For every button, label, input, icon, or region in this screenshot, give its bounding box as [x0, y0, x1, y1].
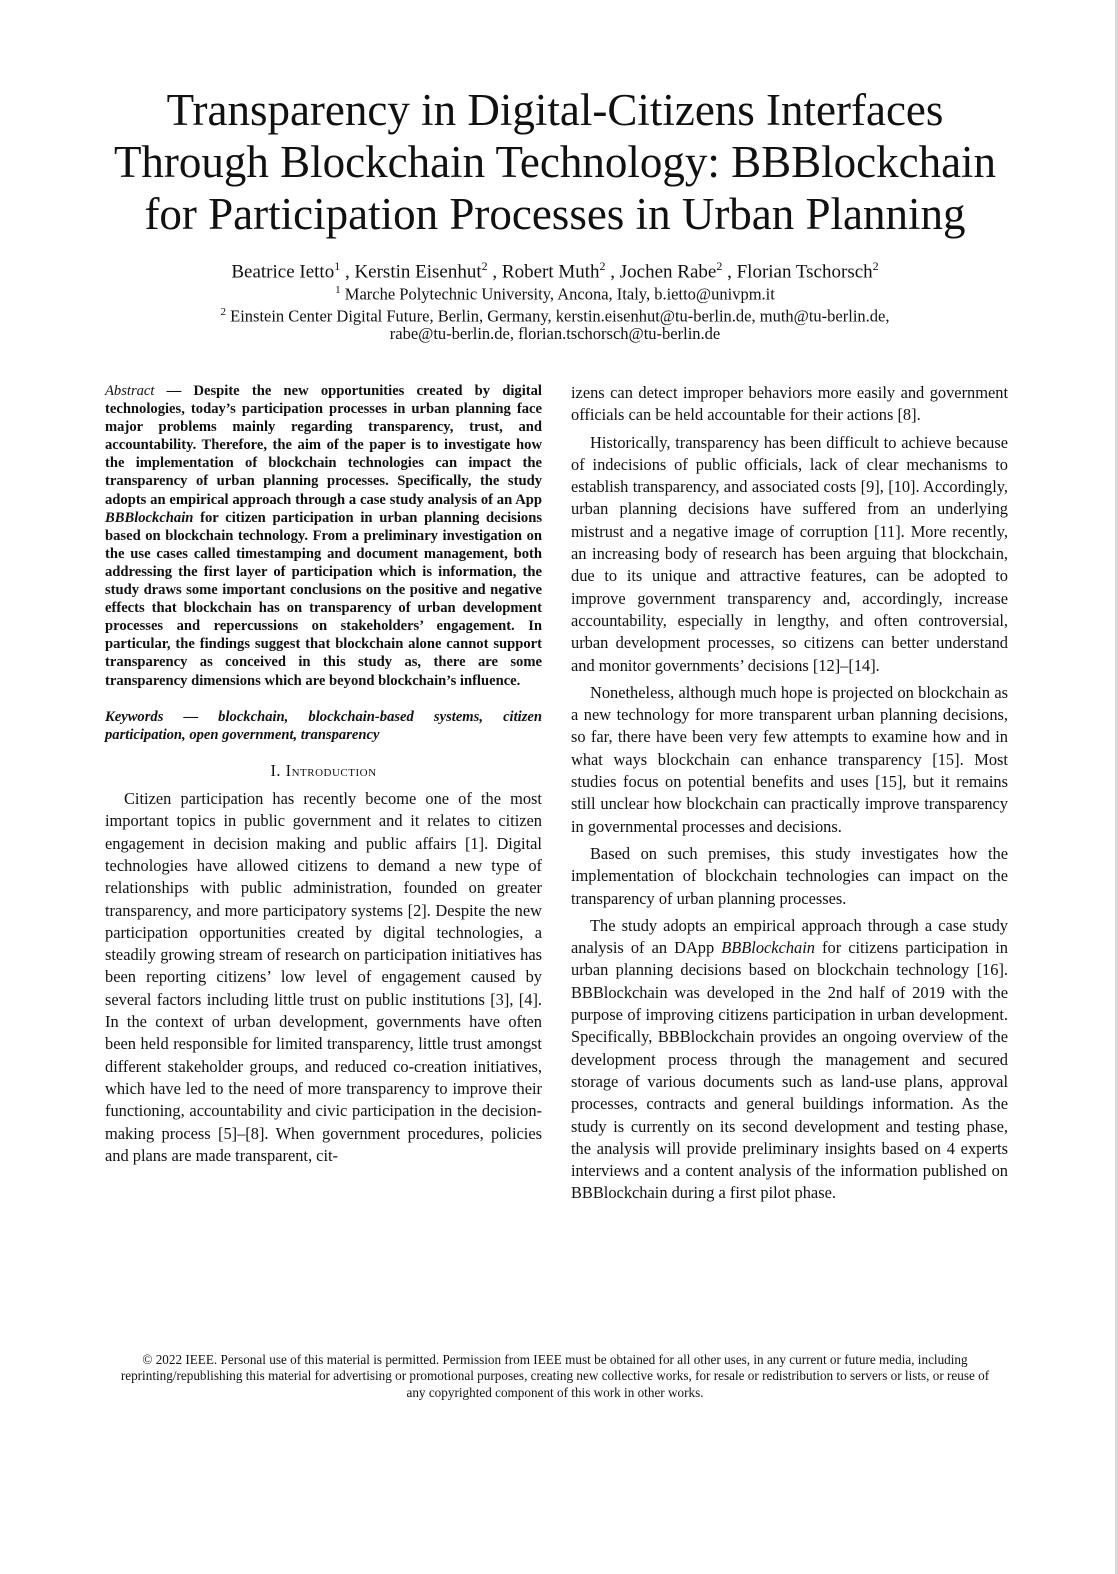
paragraph-study: [571, 915, 1008, 1205]
study-text: The study adopts an empirical approach through a case study analysis of an DApp: [571, 915, 1008, 958]
study-text: for citizens participation in urban planning decisions based on blockchain technology [16]. BBBlockchain was developed in the 2nd half of 2019 with the purpose of improving citizens participation in urban development. Specifically, BBBlockchain provides an ongoing overview of the development process through the management and secured storage of various documents such as land-use plans, approval processes, contracts and general buildings information. As the study is currently on its second development and testing phase, the analysis will provide preliminary insights based on 4 experts interviews and a content analysis of the information published on BBBlockchain during a first pilot phase.: [571, 938, 1008, 1203]
study-app-name: BBBlockchain: [721, 938, 815, 958]
affil-text: rabe@tu-berlin.de, florian.tschorsch@tu-berlin.de: [389, 324, 721, 343]
affil-mark: 2: [220, 306, 226, 318]
keywords-text: — blockchain, blockchain-based systems, citizen participation, open government, transparency: [105, 708, 542, 743]
paragraph-history: Historically, transparency has been difficult to achieve because of indecisions of public officials, lack of clear mechanisms to establish transparency, and associated costs [9], [10]. Accordingly, urban planning decisions have suffered from an underlying mistrust and a negative image of corruption [11]. More recently, an increasing body of research has been arguing that blockchain, due to its unique and attractive features, can be adopted to improve government transparency and, accordingly, increase accountability, especially in lengthy, and often controversial, urban development processes, so citizens can better understand and monitor governments’ decisions [12]–[14].: [571, 432, 1008, 675]
abstract-text: for citizen participation in urban planning decisions based on blockchain technology. From a preliminary investigation on the use cases called timestamping and document management, both addressing the first layer of participation which is information, the study draws some important conclusions on the positive and negative effects that blockchain has on transparency of urban development processes and repercussions on stakeholders’ engagement. In particular, the findings suggest that blockchain alone cannot support transparency as conceived in this study as, there are some transparency dimensions which are beyond blockchain’s influence.: [105, 509, 542, 689]
keywords-label: Keywords: [105, 708, 164, 725]
abstract-dash: —: [154, 383, 194, 399]
author-affil-mark: 2: [599, 259, 606, 273]
affil-text: Einstein Center Digital Future, Berlin, Germany, kerstin.eisenhut@tu-berlin.de, muth@tu-berlin.de,: [230, 306, 890, 326]
author-affil-mark: 2: [481, 259, 488, 273]
paper-title: Transparency in Digital-Citizens Interfaces Through Blockchain Technology: BBBlockchain for Participation Processes in Urban Planning: [113, 85, 997, 239]
section-number: I.: [270, 760, 282, 780]
author-affil-mark: 2: [872, 259, 879, 273]
intro-paragraph: Citizen participation has recently become one of the most important topics in public government and it relates to citizen engagement in decision making and public affairs [1]. Digital technologies have allowed citizens to demand a new type of relationships with public administration, founded on greater transparency, and more participatory systems [2]. Despite the new participation opportunities created by digital technologies, a steadily growing stream of research on participation initiatives has been reporting citizens’ low level of engagement caused by several factors including little trust on public institutions [3], [4]. In the context of urban development, governments have often been held responsible for limited transparency, little trust amongst different stakeholder groups, and reduced co-creation initiatives, which have led to the need of more transparency to improve their functioning, accountability and civic participation in the decision-making process [5]–[8]. When government procedures, policies and plans are made transparent, cit-: [105, 789, 542, 1165]
author-name: Kerstin Eisenhut: [354, 261, 482, 283]
author-name: Beatrice Ietto: [231, 261, 335, 283]
author-affil-mark: 1: [334, 259, 341, 273]
affil-text: Marche Polytechnic University, Ancona, Italy, b.ietto@univpm.it: [344, 284, 775, 304]
section-title: Introduction: [285, 760, 377, 780]
keywords: [105, 708, 542, 744]
author-affil-mark: 2: [716, 259, 723, 273]
paragraph-continuation: izens can detect improper behaviors more easily and government officials can be held accountable for their actions [8].: [571, 383, 1008, 425]
affiliation-2-cont: [90, 323, 1020, 345]
section-heading: [105, 760, 542, 782]
abstract-app-name: BBBlockchain: [105, 509, 194, 526]
abstract-label: Abstract: [105, 383, 155, 399]
copyright-notice: © 2022 IEEE. Personal use of this material is permitted. Permission from IEEE must be obtained for all other uses, in any current or future media, including reprinting/republishing this material for advertising or promotional purposes, creating new collective works, for resale or redistribution to servers or lists, or reuse of any copyrighted component of this work in other works.: [120, 1352, 990, 1400]
author-list: Beatrice Ietto$^1$ , Kerstin Eisenhut$^2$ , Robert Muth$^2$ , Jochen Rabe$^2$ , Florian Tschorsch$^2$: [231, 259, 879, 283]
author-name: Jochen Rabe: [619, 261, 717, 283]
paragraph-nonetheless: Nonetheless, although much hope is projected on blockchain as a new technology for more transparent urban planning decisions, so far, there have been very few attempts to examine how and in what ways blockchain can enhance transparency [15]. Most studies focus on potential benefits and uses [15], but it remains still unclear how blockchain can practically improve transparency in governmental processes and decisions.: [571, 682, 1008, 836]
paragraph-premises: Based on such premises, this study investigates how the implementation of blockchain technologies can impact on the transparency of urban planning processes.: [571, 843, 1008, 908]
right-column: [571, 382, 1008, 1205]
affil-mark: 1: [335, 284, 341, 296]
abstract: [105, 382, 542, 690]
abstract-text: Despite the new opportunities created by digital technologies, today’s participation processes in urban planning face major problems mainly regarding transparency, trust, and accountability. Therefore, the aim of the paper is to investigate how the implementation of blockchain technologies can impact the transparency of urban planning processes. Specifically, the study adopts an empirical approach through a case study analysis of an App: [105, 383, 542, 508]
author-name: Florian Tschorsch: [736, 261, 873, 283]
author-name: Robert Muth: [501, 261, 600, 283]
left-column: [105, 382, 542, 1167]
